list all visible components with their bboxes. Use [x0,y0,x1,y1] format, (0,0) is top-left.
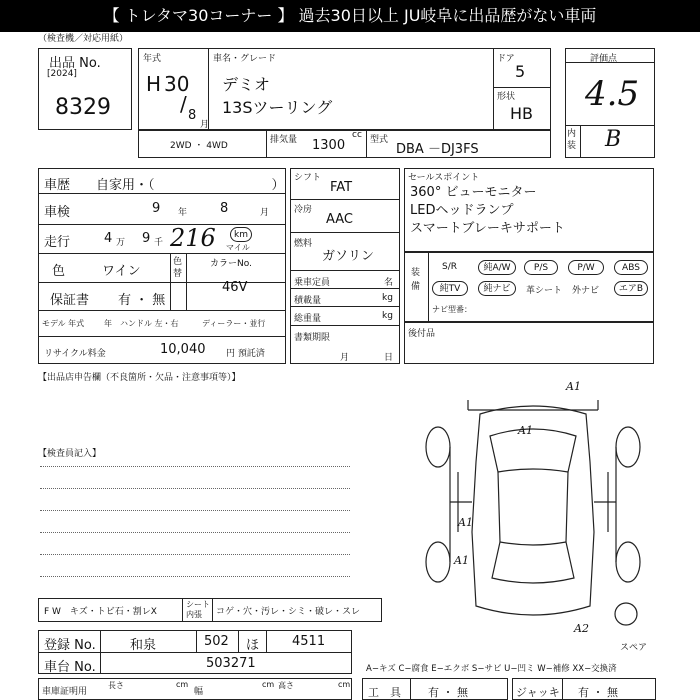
chassis-value: 503271 [206,656,256,671]
inspection-year-unit: 年 [178,208,188,218]
warranty-value: 有 ・ 無 [118,293,166,308]
year-slash: / [180,92,187,116]
cert-len: 長さ [108,681,124,690]
model-label: 型式 [370,135,389,145]
aftermarket-box [404,322,654,364]
shape-value: HB [510,104,534,123]
modeltype-dealer: ディーラー・並行 [202,319,266,328]
sales-item-2: LEDヘッドランプ [410,203,514,218]
equipment-label: 装備 [411,268,421,292]
mileage-man-unit: 万 [116,238,126,248]
seat-label: シート 内張 [186,600,210,619]
color-value: ワイン [102,264,141,279]
mileage-man: 4 [104,231,113,246]
equip-ps: P/S [524,260,558,275]
history-label: 車歴 [44,178,71,193]
sales-label: セールスポイント [408,173,480,183]
jack-value: 有 ・ 無 [578,686,618,699]
registration-kana: ほ [246,638,260,653]
capacity-unit: 名 [384,278,394,288]
spare-label: スペア [620,643,648,653]
recycle-label: リサイクル料金 [44,349,106,359]
lot-stamp: [2024] [47,69,77,79]
car-name: デミオ [222,75,271,94]
windshield [490,429,576,472]
deadline-month: 月 [340,353,350,363]
doors-label: ドア [497,54,515,64]
mirror-bar [468,400,598,410]
equip-leather: 革シート [526,286,563,296]
aftermarket-label: 後付品 [408,329,436,339]
ac-label: 冷房 [294,205,313,215]
fw-line: F W キズ・トビ石・割レX [44,607,157,617]
score-label: 評価点 [590,54,618,64]
doors-value: 5 [515,62,526,81]
mileage-mile: マイル [226,243,250,252]
seat-line: コゲ・穴・汚レ・シミ・破レ・スレ [216,607,361,617]
sales-item-3: スマートブレーキサポート [410,221,565,236]
mileage-sen-unit: 千 [154,238,164,248]
colorno-value: 46V [222,280,248,295]
displacement-value: 1300 [312,138,346,153]
gross-unit: kg [382,311,393,321]
front-left-wheel [426,427,450,467]
history-value: 自家用・（ ） [96,178,285,193]
lot-box [38,48,132,130]
year-value: 30 [164,72,190,96]
jack-label: ジャッキ [516,686,560,699]
damage-mark-3: A1 [458,516,473,529]
cert-wid: 幅 [194,687,204,697]
lot-number: 8329 [55,95,111,120]
mileage-hand: 216 [170,224,216,252]
equip-extnavi: 外ナビ [572,286,600,296]
deadline-label: 書類期限 [294,333,331,343]
interior-value: B [605,127,622,152]
displacement-unit: cc [352,130,362,140]
equip-tv: 純TV [432,281,468,296]
interior-label: 内装 [567,129,577,151]
inspection-month: 8 [220,201,229,216]
tools-label: 工 具 [368,686,401,699]
registration-label: 登録 No. [44,638,96,653]
model-value: DBA －DJ3FS [396,142,479,157]
year-month: 8 [188,108,197,123]
inspection-year: 9 [152,201,161,216]
fuel-value: ガソリン [322,249,375,264]
equip-pw: P/W [568,260,604,275]
right-side [608,447,616,562]
damage-legend: A−キズ C−腐食 E−エクボ S−サビ U−凹ミ W−補修 XX−交換済 [366,664,617,674]
inspection-label: 車検 [44,205,71,220]
equip-navi: 純ナビ [478,281,516,296]
car-diagram [418,392,648,642]
year-label: 年式 [143,54,162,64]
left-side [450,447,458,562]
lot-label: 出品 No. [49,56,101,71]
spare-tire [615,603,637,625]
gross-label: 総重量 [294,314,322,324]
cert-len-unit: cm [176,680,189,689]
registration-number: 4511 [292,634,326,649]
registration-class: 502 [204,634,229,649]
damage-mark-4: A1 [454,554,469,567]
tools-value: 有 ・ 無 [428,686,468,699]
damage-mark-2: A1 [518,424,533,437]
car-label: 車名・グレード [213,54,277,64]
capacity-label: 乗車定員 [294,278,331,288]
modeltype-year: 年 [104,319,112,328]
equip-sr: S/R [442,262,457,272]
rear-window [492,542,574,583]
modeltype-label: モデル 年式 [42,319,85,328]
deadline-day: 日 [384,353,394,363]
shape-label: 形状 [497,92,516,102]
fuel-label: 燃料 [294,239,313,249]
mileage-km: km [230,227,252,242]
score-value: 4.5 [585,74,640,114]
seller-notes-label: 【出品店申告欄（不良箇所・欠品・注意事項等）】 [38,373,241,383]
car-grade: 13Sツーリング [222,98,333,117]
cert-hei: 高さ [278,681,294,690]
displacement-label: 排気量 [270,135,298,145]
rear-left-wheel [426,542,450,582]
color-change-label: 色替 [173,257,183,279]
modeltype-handle: ハンドル 左・右 [120,319,179,328]
recycle-value: 10,040 [160,342,206,357]
shift-value: FAT [330,180,353,195]
roof [498,472,568,542]
mileage-label: 走行 [44,235,71,250]
warranty-label: 保証書 [50,293,90,308]
banner: 【 トレタマ30コーナー 】 過去30日以上 JU岐阜に出品歴がない車両 [0,0,700,32]
mileage-sen: 9 [142,231,151,246]
registration-place: 和泉 [130,638,157,653]
load-unit: kg [382,293,393,303]
year-era: H [146,72,162,96]
damage-mark-5: A2 [574,622,589,635]
damage-mark-1: A1 [566,380,581,393]
load-label: 積載量 [294,296,322,306]
year-month-unit: 月 [200,120,210,130]
ac-value: AAC [326,212,353,227]
cert-label: 車庫証明用 [42,687,88,697]
inspector-notes-label: 【検査員記入】 [38,449,102,459]
sales-item-1: 360° ビューモニター [410,185,537,200]
cert-wid-unit: cm [262,680,275,689]
rear-right-wheel [616,542,640,582]
equip-airbag: エアB [614,281,648,296]
sheet-type: （検査機／対応用紙） [38,34,129,44]
chassis-label: 車台 No. [44,660,96,675]
shift-label: シフト [294,173,322,183]
equip-aw: 純A/W [478,260,516,275]
color-label: 色 [52,264,66,279]
recycle-unit: 円 預託済 [226,349,265,359]
cert-hei-unit: cm [338,680,351,689]
inspection-month-unit: 月 [260,208,270,218]
front-right-wheel [616,427,640,467]
equip-abs: ABS [614,260,648,275]
drive-options: 2WD ・ 4WD [170,141,228,151]
navi-model-label: ナビ型番： [432,305,472,314]
colorno-label: カラーNo. [210,259,252,269]
